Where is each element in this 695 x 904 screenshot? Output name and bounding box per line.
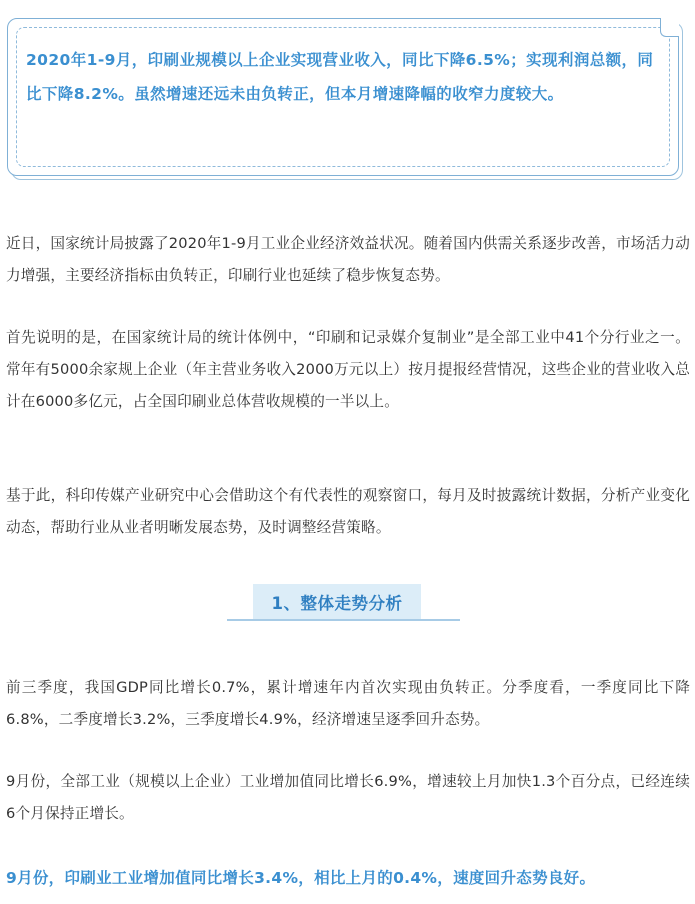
intro-paragraph: 近日，国家统计局披露了2020年1-9月工业企业经济效益状况。随着国内供需关系逐步改善，市场活力动力增强，主要经济指标由负转正，印刷行业也延续了稳步恢复态势。 [6, 235, 690, 284]
section-heading-text: 1、整体走势分析 [271, 594, 403, 613]
industry-paragraph: 9月份，全部工业（规模以上企业）工业增加值同比增长6.9%，增速较上月加快1.3个百分点，已经连续6个月保持正增长。 [6, 773, 690, 822]
section-heading-box [253, 584, 421, 620]
callout-frame [7, 18, 679, 176]
section-heading-underline [227, 619, 460, 621]
summary-callout [7, 18, 683, 180]
gdp-paragraph: 前三季度，我国GDP同比增长0.7%，累计增速年内首次实现由负转正。分季度看，一季度同比下降6.8%，二季度增长3.2%，三季度增长4.9%，经济增速呈逐季回升态势。 [6, 679, 690, 728]
section-heading [227, 582, 460, 622]
callout-corner-fold [660, 18, 679, 37]
purpose-paragraph: 基于此，科印传媒产业研究中心会借助这个有代表性的观察窗口，每月及时披露统计数据，分析产业变化动态，帮助行业从业者明晰发展态势，及时调整经营策略。 [6, 487, 690, 536]
explanation-paragraph: 首先说明的是，在国家统计局的统计体例中，“印刷和记录媒介复制业”是全部工业中41个分行业之一。常年有5000余家规上企业（年主营业务收入2000万元以上）按月提报经营情况，这些企业的营业收入总计在6000多亿元，占全国印刷业总体营收规模的一半以上。 [6, 329, 690, 410]
callout-text: 2020年1-9月，印刷业规模以上企业实现营业收入，同比下降6.5%；实现利润总额，同比下降8.2%。虽然增速还远未由负转正，但本月增速降幅的收窄力度较大。 [26, 51, 654, 103]
highlight-paragraph: 9月份，印刷业工业增加值同比增长3.4%，相比上月的0.4%，速度回升态势良好。 [6, 869, 596, 887]
